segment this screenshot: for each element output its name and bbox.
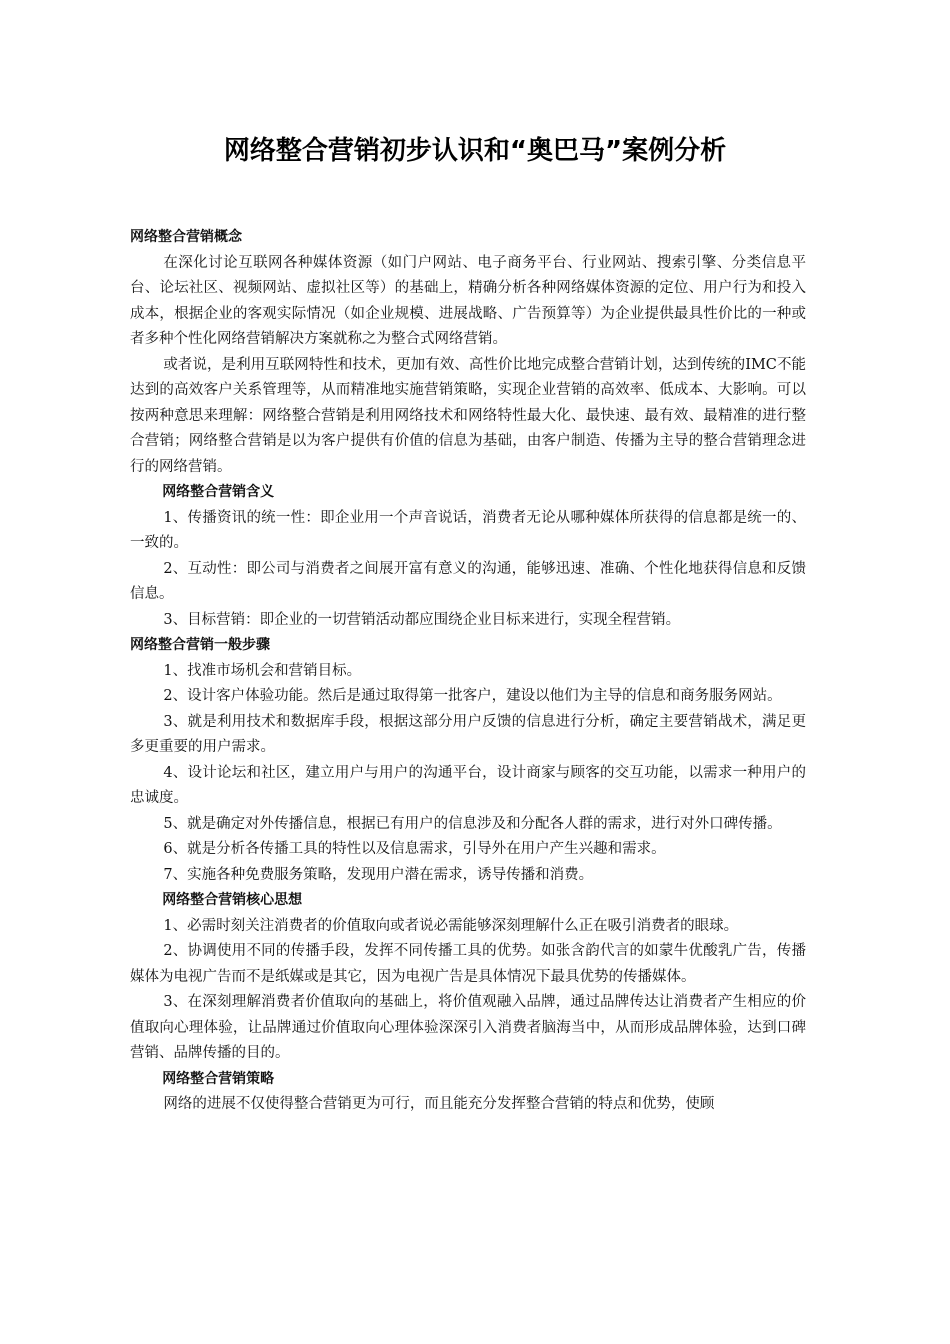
section-heading: 网络整合营销策略 bbox=[162, 1070, 275, 1087]
paragraph: 4、设计论坛和社区，建立用户与用户的沟通平台，设计商家与顾客的交互功能，以需求一种用户的忠诚度。 bbox=[130, 764, 806, 806]
section-heading: 网络整合营销含义 bbox=[162, 484, 275, 500]
paragraph: 3、在深刻理解消费者价值取向的基础上，将价值观融入品牌，通过品牌传达让消费者产生相应的价值取向心理体验，让品牌通过价值取向心理体验深深引入消费者脑海当中，从而形成品牌体验，达到口碑营销、品牌传播的目的。 bbox=[130, 994, 806, 1061]
paragraph: 在深化讨论互联网各种媒体资源（如门户网站、电子商务平台、行业网站、搜索引擎、分类信息平台、论坛社区、视频网站、虚拟社区等）的基础上，精确分析各种网络媒体资源的定位、用户行为和投入成本，根据企业的客观实际情况（如企业规模、进展战略、广告预算等）为企业提供最具性价比的一种或者多种个性化网络营销解决方案就称之为整合式网络营销。 bbox=[130, 254, 806, 347]
paragraph: 7、实施各种免费服务策略，发现用户潜在需求，诱导传播和消费。 bbox=[163, 866, 594, 883]
paragraph: 1、找准市场机会和营销目标。 bbox=[163, 662, 362, 679]
paragraph: 或者说，是利用互联网特性和技术，更加有效、高性价比地完成整合营销计划，达到传统的IMC不能达到的高效客户关系管理等，从而精准地实施营销策略，实现企业营销的高效率、低成本、大影响。可以按两种意思来理解：网络整合营销是利用网络技术和网络特性最大化、最快速、最有效、最精准的进行整合营销；网络整合营销是以为客户提供有价值的信息为基础，由客户制造、传播为主导的整合营销理念进行的网络营销。 bbox=[130, 356, 806, 475]
paragraph: 3、目标营销：即企业的一切营销活动都应围绕企业目标来进行，实现全程营销。 bbox=[163, 611, 681, 628]
section-heading: 网络整合营销核心思想 bbox=[162, 892, 303, 908]
section-heading: 网络整合营销概念 bbox=[130, 229, 242, 245]
paragraph: 2、设计客户体验功能。然后是通过取得第一批客户，建设以他们为主导的信息和商务服务网站。 bbox=[163, 688, 782, 704]
paragraph: 网络的进展不仅使得整合营销更为可行，而且能充分发挥整合营销的特点和优势，使顾 bbox=[163, 1096, 715, 1112]
document-body bbox=[130, 225, 806, 1118]
paragraph: 1、必需时刻关注消费者的价值取向或者说必需能够深刻理解什么正在吸引消费者的眼球。 bbox=[163, 917, 739, 934]
paragraph: 6、就是分析各传播工具的特性以及信息需求，引导外在用户产生兴趣和需求。 bbox=[163, 841, 666, 857]
paragraph: 5、就是确定对外传播信息，根据已有用户的信息涉及和分配各人群的需求，进行对外口碑传播。 bbox=[163, 815, 782, 832]
section-heading: 网络整合营销一般步骤 bbox=[130, 637, 270, 653]
paragraph: 1、传播资讯的统一性：即企业用一个声音说话，消费者无论从哪种媒体所获得的信息都是统一的、一致的。 bbox=[130, 509, 806, 551]
paragraph: 2、协调使用不同的传播手段，发挥不同传播工具的优势。如张含韵代言的如蒙牛优酸乳广告，传播媒体为电视广告而不是纸媒或是其它，因为电视广告是具体情况下最具优势的传播媒体。 bbox=[130, 943, 806, 985]
paragraph: 2、互动性：即公司与消费者之间展开富有意义的沟通，能够迅速、准确、个性化地获得信息和反馈信息。 bbox=[130, 560, 806, 602]
paragraph: 3、就是利用技术和数据库手段，根据这部分用户反馈的信息进行分析，确定主要营销战术，满足更多更重要的用户需求。 bbox=[130, 713, 806, 755]
document-title: 网络整合营销初步认识和“奥巴马”案例分析 bbox=[223, 136, 727, 166]
